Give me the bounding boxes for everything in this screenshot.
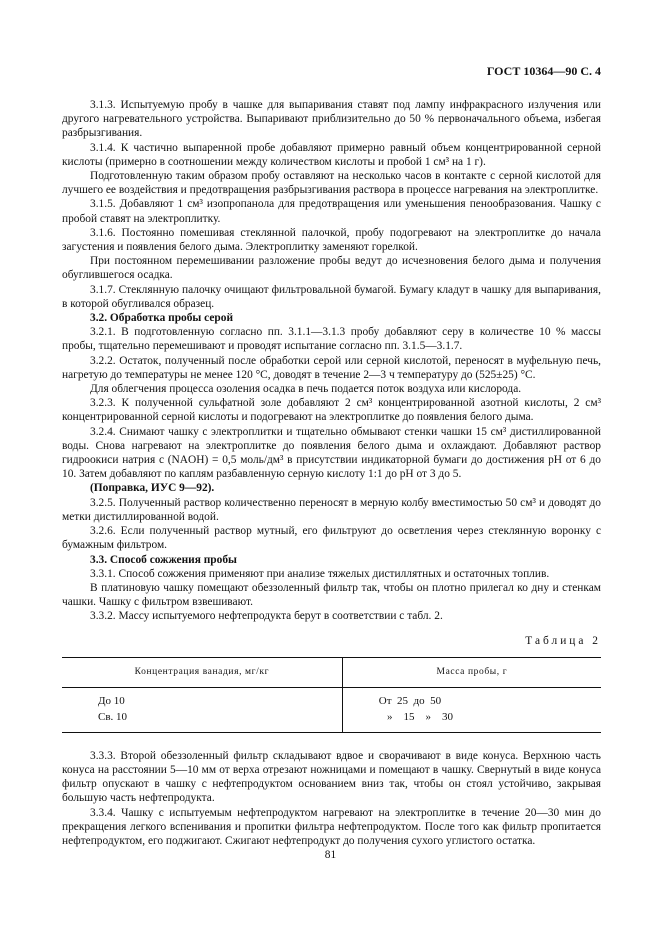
paragraph: 3.2.3. К полученной сульфатной золе добавляют 2 см³ концентрированной азотной кислоты, 2 см³ концентрированной серной кислоты и подогревают на электроплитке до появления белого дыма. bbox=[62, 397, 601, 424]
page-number: 81 bbox=[324, 849, 337, 861]
paragraphs-bottom bbox=[62, 749, 601, 848]
table-header-row bbox=[62, 657, 601, 687]
running-header: ГОСТ 10364—90 С. 4 bbox=[486, 64, 601, 78]
section-heading: 3.2. Обработка пробы серой bbox=[90, 312, 234, 325]
table-caption: Таблица 2 bbox=[525, 634, 601, 647]
table-cell-mass-max: 30 bbox=[442, 710, 454, 723]
table-cell-mass-min: 15 bbox=[403, 710, 415, 723]
paragraph: 3.1.6. Постоянно помешивая стеклянной палочкой, пробу подогревают на электроплитке до начала загустения и появления белого дыма. Электроплитку заменяют горелкой. bbox=[62, 226, 601, 254]
paragraph: 3.1.7. Стеклянную палочку очищают фильтровальной бумагой. Бумагу кладут в чашку для выпаривания, в которой обугливался образец. bbox=[62, 283, 601, 310]
table-cell-mass-max: 50 bbox=[430, 694, 442, 707]
paragraph: 3.1.4. К частично выпаренной пробе добавляют примерно равный объем концентрированной серной кислоты (примерно в соотношении между количеством кислоты и пробой 1 см³ на 1 г). bbox=[62, 141, 601, 168]
table-header-mass: Масса пробы, г bbox=[342, 657, 601, 687]
table-row bbox=[62, 687, 601, 709]
paragraph: 3.1.5. Добавляют 1 см³ изопропанола для предотвращения или уменьшения пенообразования. Чашку с пробой ставят на электроплитку. bbox=[62, 198, 601, 225]
table-cell-mass-from: От bbox=[378, 694, 392, 707]
paragraph: 3.3.2. Массу испытуемого нефтепродукта берут в соответствии с табл. 2. bbox=[90, 610, 443, 623]
paragraph: При постоянном перемешивании разложение пробы ведут до исчезновения белого дыма и получения обуглившегося осадка. bbox=[62, 255, 601, 282]
section-heading: (Поправка, ИУС 9—92). bbox=[90, 482, 215, 495]
table-cell-concentration: Св. 10 bbox=[62, 709, 342, 733]
table-cell-mass-min: 25 bbox=[397, 694, 409, 707]
table-2 bbox=[62, 657, 601, 733]
section-heading: 3.3. Способ сожжения пробы bbox=[90, 553, 237, 566]
table-row bbox=[62, 709, 601, 733]
paragraph: Для облегчения процесса озоления осадка в печь подается поток воздуха или кислорода. bbox=[90, 383, 522, 396]
table-cell-mass bbox=[342, 687, 601, 709]
table-cell-mass-to: » bbox=[425, 710, 432, 723]
document-body bbox=[62, 98, 601, 848]
paragraph: Подготовленную таким образом пробу оставляют на несколько часов в контакте с серной кислотой для лучшего ее воздействия и предотвращения разбрызгивания раствора в процессе нагревания на электроплитке. bbox=[62, 170, 601, 197]
paragraph: 3.2.6. Если полученный раствор мутный, его фильтруют до осветления через стеклянную воронку с бумажным фильтром. bbox=[62, 525, 601, 552]
paragraph: 3.1.3. Испытуемую пробу в чашке для выпаривания ставят под лампу инфракрасного излучения или другого нагревательного устройства. Выпаривают приблизительно до 50 % первоначального объема, избегая разбрызгивания. bbox=[62, 99, 601, 140]
table-cell-concentration: До 10 bbox=[62, 687, 342, 709]
paragraph: 3.3.1. Способ сожжения применяют при анализе тяжелых дистиллятных и остаточных топлив. bbox=[90, 567, 550, 580]
paragraph: 3.3.4. Чашку с испытуемым нефтепродуктом нагревают на электроплитке в течение 20—30 мин до прекращения легкого вспенивания и пропитки фильтра нефтепродуктом. После того как фильтр пропитается нефтепродуктом, его поджигают. Сжигают нефтепродукт до получения сухого углистого остатка. bbox=[62, 806, 601, 847]
paragraph: 3.2.2. Остаток, полученный после обработки серой или серной кислотой, переносят в муфельную печь, нагретую до температуры не менее 120 °C, доводят в течение 2—3 ч температуру до (525±25) °C. bbox=[62, 354, 601, 381]
paragraph: 3.2.1. В подготовленную согласно пп. 3.1.1—3.1.3 пробу добавляют серу в количестве 10 % массы пробы, тщательно перемешивают и проводят испытание согласно пп. 3.1.5—3.1.7. bbox=[62, 326, 601, 353]
paragraphs-top bbox=[62, 98, 601, 624]
paragraph: 3.2.5. Полученный раствор количественно переносят в мерную колбу вместимостью 50 см³ и доводят до метки дистиллированной водой. bbox=[62, 496, 601, 523]
paragraph: 3.2.4. Снимают чашку с электроплитки и тщательно обмывают стенки чашки 15 см³ дистиллированной воды. Снова нагревают на электроплитке до появления белого дыма и охлаждают. Добавляют раствор гидроокиси натрия c (NAOH) = 0,5 моль/дм³ в присутствии индикаторной бумаги до достижения pH от 6 до 10. Затем добавляют по каплям разбавленную серную кислоту 1:1 до pH от 3 до 5. bbox=[62, 425, 601, 481]
paragraph: 3.3.3. Второй обеззоленный фильтр складывают вдвое и сворачивают в виде конуса. Верхнюю часть конуса на расстоянии 5—10 мм от верха отрезают ножницами и помещают в чашку. Свернутый в виде конуса фильтр опускают в чашку с нефтепродуктом основанием вниз так, чтобы он стоял устойчиво, закрывая большую часть нефтепродукта. bbox=[62, 749, 601, 805]
paragraph: В платиновую чашку помещают обеззоленный фильтр так, чтобы он плотно прилегал ко дну и стенкам чашки. Чашку с фильтром взвешивают. bbox=[62, 581, 601, 609]
table-header-vanadium: Концентрация ванадия, мг/кг bbox=[62, 657, 342, 687]
table-cell-mass-to: до bbox=[413, 694, 425, 707]
table-cell-mass-from: » bbox=[387, 710, 393, 723]
table-cell-mass bbox=[342, 709, 601, 733]
